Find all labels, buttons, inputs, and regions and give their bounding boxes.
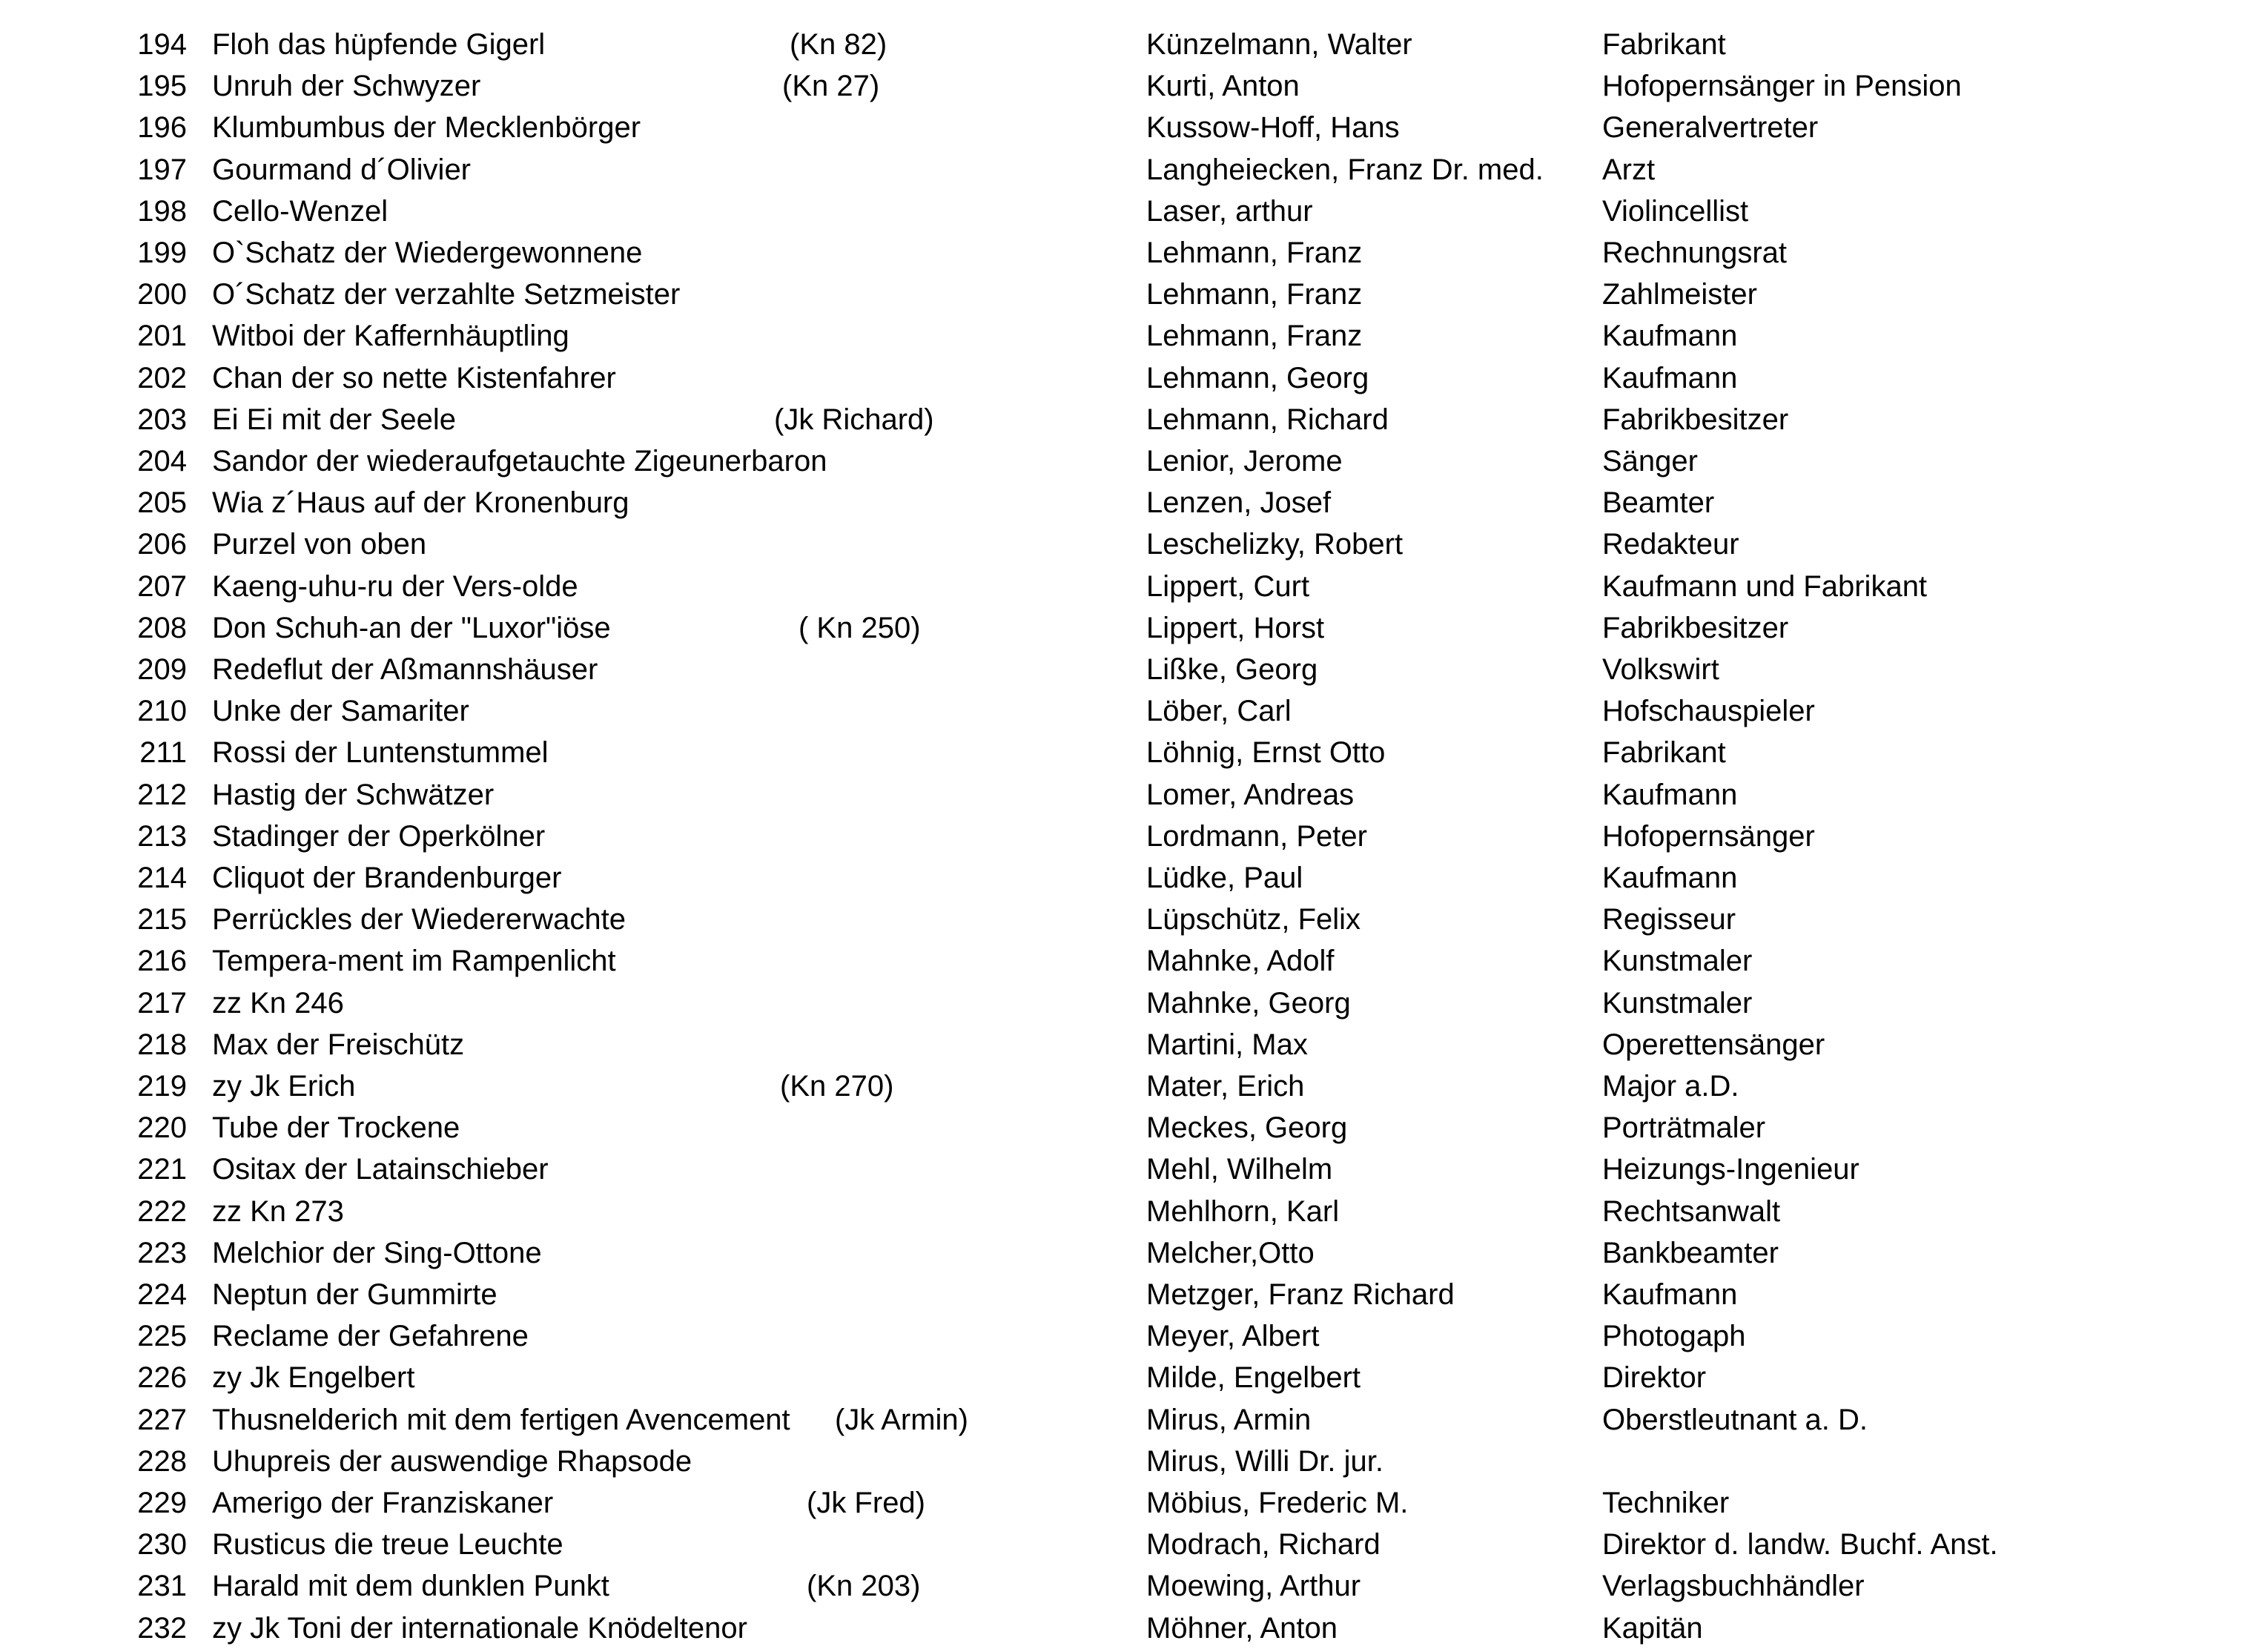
entry-number: 201 — [137, 320, 187, 353]
entry-number: 224 — [137, 1278, 187, 1311]
member-name: Lomer, Andreas — [1146, 778, 1355, 811]
occupation: Porträtmaler — [1602, 1111, 1766, 1145]
entry-number: 222 — [137, 1194, 187, 1228]
occupation: Fabrikant — [1602, 736, 1726, 770]
list-row — [0, 1191, 2268, 1232]
entry-number: 228 — [137, 1444, 187, 1478]
member-name: Mehl, Wilhelm — [1146, 1153, 1333, 1186]
entry-number: 208 — [137, 611, 187, 644]
member-name: Laser, arthur — [1146, 194, 1313, 228]
list-row — [0, 607, 2268, 649]
occupation: Techniker — [1602, 1487, 1730, 1519]
occupation: Kaufmann und Fabrikant — [1602, 569, 1928, 603]
nickname: O`Schatz der Wiedergewonnene — [212, 237, 643, 269]
member-name: Möhner, Anton — [1146, 1611, 1338, 1645]
entry-number: 200 — [137, 278, 187, 311]
cross-reference: (Kn 203) — [807, 1570, 921, 1603]
occupation: Rechnungsrat — [1602, 237, 1788, 269]
occupation: Kaufmann — [1602, 862, 1738, 894]
occupation: Photogaph — [1602, 1320, 1746, 1353]
occupation: Hofschauspieler — [1602, 695, 1815, 728]
list-row — [0, 1524, 2268, 1565]
entry-number: 195 — [137, 70, 187, 103]
member-name: Martini, Max — [1146, 1028, 1308, 1061]
entry-number: 232 — [137, 1611, 187, 1645]
entry-number: 221 — [137, 1153, 187, 1186]
nickname: Don Schuh-an der "Luxor"iöse — [212, 611, 611, 644]
nickname: Perrückles der Wiedererwachte — [212, 903, 626, 936]
list-row — [0, 482, 2268, 523]
member-name: Mater, Erich — [1146, 1070, 1305, 1103]
member-name: Lüpschütz, Felix — [1146, 903, 1361, 936]
cross-reference: (Jk Armin) — [835, 1403, 968, 1436]
list-row — [0, 1315, 2268, 1357]
occupation: Direktor — [1602, 1361, 1707, 1395]
nickname: Max der Freischütz — [212, 1028, 465, 1061]
nickname: Neptun der Gummirte — [212, 1278, 497, 1311]
nickname: Wia z´Haus auf der Kronenburg — [212, 486, 629, 520]
member-name: Kurti, Anton — [1146, 70, 1300, 103]
occupation: Kaufmann — [1602, 1278, 1738, 1311]
nickname: zy Jk Toni der internationale Knödeltenor — [212, 1611, 747, 1645]
member-name: Lehmann, Franz — [1146, 320, 1363, 353]
list-row — [0, 649, 2268, 690]
nickname: Harald mit dem dunklen Punkt — [212, 1570, 609, 1603]
list-row — [0, 1357, 2268, 1398]
nickname: Unke der Samariter — [212, 695, 469, 728]
member-name: Lüdke, Paul — [1146, 862, 1303, 894]
entry-number: 197 — [137, 153, 187, 186]
nickname: Cello-Wenzel — [212, 194, 389, 228]
list-row — [0, 857, 2268, 899]
nickname: zy Jk Erich — [212, 1070, 356, 1103]
member-name: Moewing, Arthur — [1146, 1570, 1361, 1603]
occupation: Oberstleutnant a. D. — [1602, 1403, 1868, 1436]
entry-number: 216 — [137, 945, 187, 978]
entry-number: 213 — [137, 819, 187, 853]
entry-number: 206 — [137, 528, 187, 561]
member-name: Meckes, Georg — [1146, 1111, 1348, 1145]
member-name: Lehmann, Richard — [1146, 403, 1389, 436]
occupation: Kaufmann — [1602, 361, 1738, 394]
member-name: Leschelizky, Robert — [1146, 528, 1404, 561]
member-name: Lippert, Horst — [1146, 611, 1325, 644]
entry-number: 205 — [137, 486, 187, 520]
occupation: Beamter — [1602, 486, 1715, 520]
list-row — [0, 940, 2268, 982]
list-row — [0, 440, 2268, 482]
list-row — [0, 690, 2268, 732]
list-row — [0, 816, 2268, 857]
member-name: Metzger, Franz Richard — [1146, 1278, 1455, 1311]
nickname: Floh das hüpfende Gigerl — [212, 28, 546, 61]
occupation: Hofopernsänger — [1602, 819, 1815, 853]
list-row — [0, 1482, 2268, 1524]
member-name: Lenzen, Josef — [1146, 486, 1332, 520]
entry-number: 230 — [137, 1528, 187, 1562]
entry-number: 204 — [137, 445, 187, 477]
entry-number: 218 — [137, 1028, 187, 1061]
member-name: Möbius, Frederic M. — [1146, 1487, 1409, 1519]
occupation: Verlagsbuchhändler — [1602, 1570, 1865, 1603]
list-row — [0, 1441, 2268, 1482]
nickname: Rossi der Luntenstummel — [212, 736, 549, 770]
entry-number: 199 — [137, 237, 187, 269]
list-row — [0, 315, 2268, 357]
entry-number: 226 — [137, 1361, 187, 1395]
nickname: Tempera-ment im Rampenlicht — [212, 945, 616, 978]
entry-number: 212 — [137, 778, 187, 811]
entry-number: 229 — [137, 1487, 187, 1519]
member-name: Melcher,Otto — [1146, 1236, 1315, 1269]
occupation: Kapitän — [1602, 1611, 1703, 1645]
list-row — [0, 1107, 2268, 1149]
entry-number: 225 — [137, 1320, 187, 1353]
cross-reference: (Kn 82) — [790, 28, 887, 61]
list-row — [0, 982, 2268, 1024]
member-name: Mirus, Armin — [1146, 1403, 1312, 1436]
nickname: Amerigo der Franziskaner — [212, 1487, 554, 1519]
member-name: Mirus, Willi Dr. jur. — [1146, 1444, 1383, 1478]
list-row — [0, 107, 2268, 148]
occupation: Arzt — [1602, 153, 1656, 186]
entry-number: 209 — [137, 653, 187, 686]
nickname: Witboi der Kaffernhäuptling — [212, 320, 569, 353]
entry-number: 203 — [137, 403, 187, 436]
entry-number: 202 — [137, 361, 187, 394]
occupation: Operettensänger — [1602, 1028, 1825, 1061]
occupation: Volkswirt — [1602, 653, 1719, 686]
member-name: Mehlhorn, Karl — [1146, 1194, 1340, 1228]
nickname: zz Kn 246 — [212, 986, 344, 1020]
entry-number: 211 — [139, 736, 187, 770]
entry-number: 207 — [137, 569, 187, 603]
list-row — [0, 191, 2268, 232]
entry-number: 194 — [137, 28, 187, 61]
occupation: Hofopernsänger in Pension — [1602, 70, 1962, 103]
list-row — [0, 1607, 2268, 1649]
entry-number: 196 — [137, 111, 187, 145]
member-name: Kussow-Hoff, Hans — [1146, 111, 1400, 145]
member-name: Künzelmann, Walter — [1146, 28, 1412, 61]
occupation: Bankbeamter — [1602, 1236, 1779, 1269]
cross-reference: (Jk Fred) — [807, 1487, 925, 1519]
nickname: Stadinger der Operkölner — [212, 819, 546, 853]
entry-number: 210 — [137, 695, 187, 728]
member-name: Milde, Engelbert — [1146, 1361, 1361, 1395]
list-row — [0, 399, 2268, 440]
list-row — [0, 1399, 2268, 1441]
entry-number: 217 — [137, 986, 187, 1020]
occupation: Violincellist — [1602, 194, 1749, 228]
list-row — [0, 1232, 2268, 1274]
list-row — [0, 274, 2268, 315]
list-row — [0, 1149, 2268, 1190]
list-row — [0, 566, 2268, 607]
nickname: Rusticus die treue Leuchte — [212, 1528, 563, 1562]
occupation: Direktor d. landw. Buchf. Anst. — [1602, 1528, 1998, 1562]
nickname: Sandor der wiederaufgetauchte Zigeunerbaron — [212, 445, 827, 477]
member-name: Mahnke, Georg — [1146, 986, 1351, 1020]
occupation: Heizungs-Ingenieur — [1602, 1153, 1859, 1186]
entry-number: 215 — [137, 903, 187, 936]
occupation: Sänger — [1602, 445, 1698, 477]
entry-number: 220 — [137, 1111, 187, 1145]
list-row — [0, 1274, 2268, 1315]
nickname: Melchior der Sing-Ottone — [212, 1236, 542, 1269]
member-name: Lehmann, Franz — [1146, 278, 1363, 311]
list-row — [0, 357, 2268, 399]
member-name: Lenior, Jerome — [1146, 445, 1343, 477]
nickname: Ei Ei mit der Seele — [212, 403, 457, 436]
entry-number: 198 — [137, 194, 187, 228]
entry-number: 227 — [137, 1403, 187, 1436]
list-row — [0, 1065, 2268, 1107]
nickname: Redeflut der Aßmannshäuser — [212, 653, 598, 686]
nickname: Gourmand d´Olivier — [212, 153, 472, 186]
occupation: Zahlmeister — [1602, 278, 1757, 311]
occupation: Generalvertreter — [1602, 111, 1819, 145]
member-name: Mahnke, Adolf — [1146, 945, 1335, 978]
occupation: Fabrikbesitzer — [1602, 611, 1789, 644]
nickname: Hastig der Schwätzer — [212, 778, 495, 811]
nickname: Ositax der Latainschieber — [212, 1153, 549, 1186]
occupation: Fabrikbesitzer — [1602, 403, 1789, 436]
member-name: Löhnig, Ernst Otto — [1146, 736, 1386, 770]
nickname: zz Kn 273 — [212, 1194, 344, 1228]
list-row — [0, 774, 2268, 816]
nickname: Thusnelderich mit dem fertigen Avencement — [212, 1403, 790, 1436]
entry-number: 231 — [137, 1570, 187, 1603]
nickname: Purzel von oben — [212, 528, 427, 561]
list-row — [0, 1565, 2268, 1607]
cross-reference: ( Kn 250) — [799, 611, 921, 644]
list-row — [0, 232, 2268, 274]
nickname: Klumbumbus der Mecklenbörger — [212, 111, 641, 145]
list-row — [0, 523, 2268, 565]
nickname: Kaeng-uhu-ru der Vers-olde — [212, 569, 578, 603]
member-name: Lordmann, Peter — [1146, 819, 1367, 853]
entry-number: 219 — [137, 1070, 187, 1103]
occupation: Regisseur — [1602, 903, 1736, 936]
cross-reference: (Jk Richard) — [774, 403, 934, 436]
occupation: Fabrikant — [1602, 28, 1726, 61]
nickname: Uhupreis der auswendige Rhapsode — [212, 1444, 692, 1478]
occupation: Major a.D. — [1602, 1070, 1739, 1103]
occupation: Kaufmann — [1602, 320, 1738, 353]
member-name: Lißke, Georg — [1146, 653, 1318, 686]
occupation: Kaufmann — [1602, 778, 1738, 811]
member-name: Langheiecken, Franz Dr. med. — [1146, 153, 1544, 186]
entry-number: 214 — [137, 862, 187, 894]
list-row — [0, 1024, 2268, 1065]
list-row — [0, 149, 2268, 191]
list-row — [0, 732, 2268, 773]
entry-number: 223 — [137, 1236, 187, 1269]
nickname: Tube der Trockene — [212, 1111, 460, 1145]
nickname: O´Schatz der verzahlte Setzmeister — [212, 278, 681, 311]
nickname: Cliquot der Brandenburger — [212, 862, 562, 894]
member-name: Löber, Carl — [1146, 695, 1292, 728]
occupation: Rechtsanwalt — [1602, 1194, 1781, 1228]
cross-reference: (Kn 27) — [782, 70, 880, 103]
member-name: Lippert, Curt — [1146, 569, 1310, 603]
member-name: Meyer, Albert — [1146, 1320, 1320, 1353]
list-row — [0, 65, 2268, 107]
nickname: Unruh der Schwyzer — [212, 70, 481, 103]
cross-reference: (Kn 270) — [780, 1070, 894, 1103]
list-row — [0, 899, 2268, 940]
list-row — [0, 24, 2268, 65]
nickname: zy Jk Engelbert — [212, 1361, 415, 1395]
occupation: Kunstmaler — [1602, 945, 1753, 978]
nickname: Chan der so nette Kistenfahrer — [212, 361, 616, 394]
member-name: Lehmann, Franz — [1146, 237, 1363, 269]
member-name: Lehmann, Georg — [1146, 361, 1369, 394]
occupation: Redakteur — [1602, 528, 1739, 561]
occupation: Kunstmaler — [1602, 986, 1753, 1020]
member-name: Modrach, Richard — [1146, 1528, 1381, 1562]
nickname: Reclame der Gefahrene — [212, 1320, 529, 1353]
